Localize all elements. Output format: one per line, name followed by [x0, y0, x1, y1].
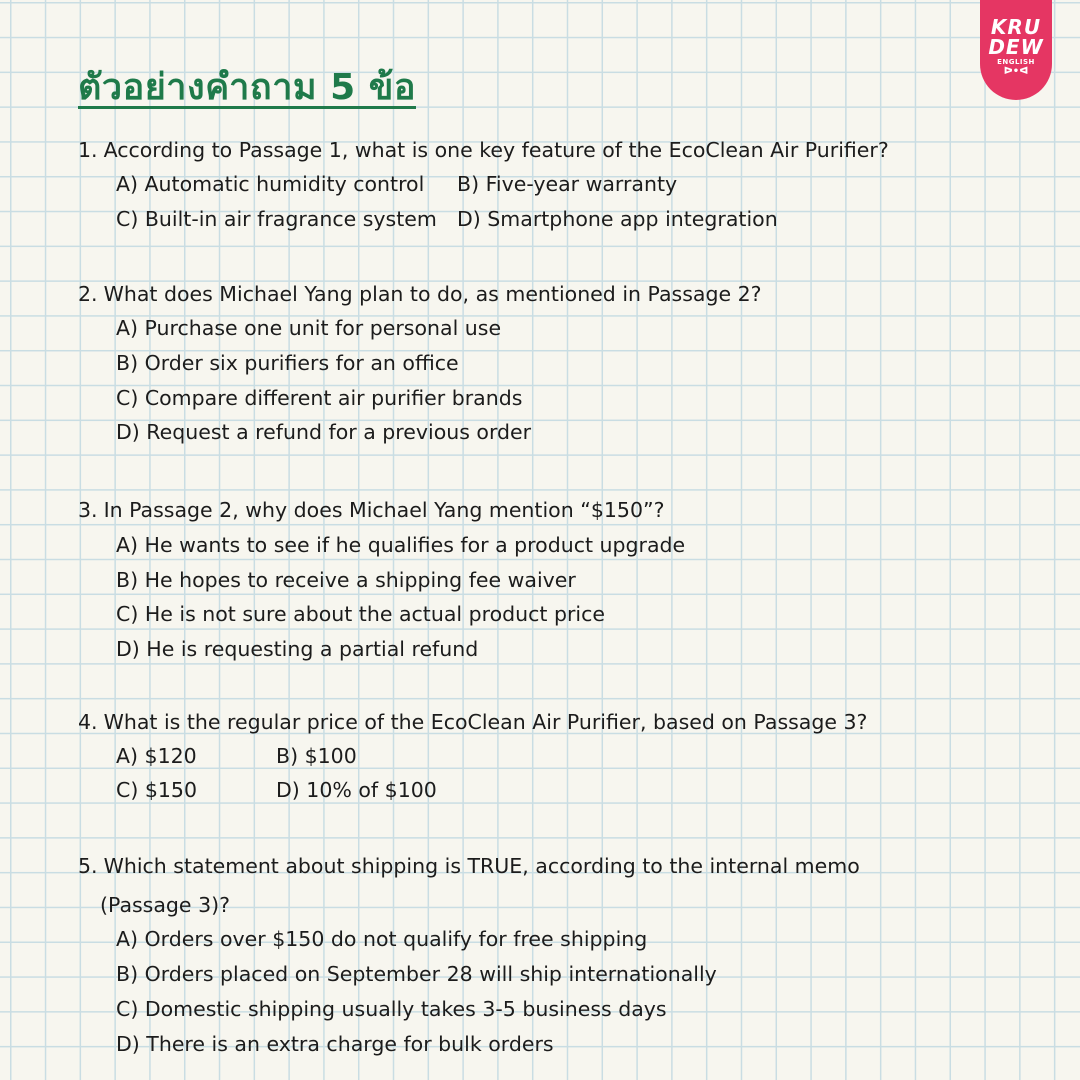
option-c: C) Compare different air purifier brands	[116, 386, 523, 410]
option-a: A) Automatic humidity control	[116, 172, 425, 196]
question-prompt: What does Michael Yang plan to do, as mentioned in Passage 2?	[103, 282, 762, 306]
question-text	[78, 133, 889, 168]
option-d: D) Request a refund for a previous order	[116, 420, 532, 444]
question-number: 5.	[78, 854, 98, 878]
option-c: C) He is not sure about the actual product price	[116, 602, 605, 626]
bow-tie-icon: ᐅ•ᐊ	[1003, 66, 1029, 77]
question-text	[78, 705, 867, 740]
option-a: A) Orders over $150 do not qualify for free shipping	[116, 927, 648, 951]
question-text	[78, 277, 762, 312]
option-c: C) Domestic shipping usually takes 3-5 business days	[116, 997, 667, 1021]
option-d: D) He is requesting a partial refund	[116, 637, 479, 661]
option-d: D) Smartphone app integration	[457, 207, 778, 231]
option-a: A) He wants to see if he qualifies for a product upgrade	[116, 533, 686, 557]
option-d: D) 10% of $100	[276, 778, 437, 802]
option-d: D) There is an extra charge for bulk orders	[116, 1032, 554, 1056]
question-number: 2.	[78, 282, 98, 306]
question-prompt: Which statement about shipping is TRUE, according to the internal memo	[103, 854, 860, 878]
option-c: C) Built-in air fragrance system	[116, 207, 437, 231]
option-b: B) Orders placed on September 28 will ship internationally	[116, 962, 717, 986]
option-b: B) He hopes to receive a shipping fee waiver	[116, 568, 576, 592]
question-number: 1.	[78, 138, 98, 162]
option-a: A) $120	[116, 744, 197, 768]
page-title: ตัวอย่างคำถาม 5 ข้อ	[78, 67, 416, 108]
question-text	[78, 849, 860, 884]
question-prompt: What is the regular price of the EcoClean Air Purifier, based on Passage 3?	[103, 710, 868, 734]
logo-line-english: ENGLISH	[997, 58, 1035, 66]
option-a: A) Purchase one unit for personal use	[116, 316, 502, 340]
kru-dew-logo	[980, 0, 1052, 100]
question-prompt-continued: (Passage 3)?	[100, 893, 230, 917]
option-b: B) $100	[276, 744, 357, 768]
logo-line-dew: DEW	[988, 35, 1044, 59]
question-prompt: According to Passage 1, what is one key feature of the EcoClean Air Purifier?	[103, 138, 889, 162]
logo-line-kru: KRU	[990, 15, 1042, 39]
option-c: C) $150	[116, 778, 197, 802]
question-number: 3.	[78, 498, 98, 522]
question-text	[78, 493, 665, 528]
question-prompt: In Passage 2, why does Michael Yang mention “$150”?	[103, 498, 665, 522]
question-number: 4.	[78, 710, 98, 734]
option-b: B) Order six purifiers for an office	[116, 351, 459, 375]
option-b: B) Five-year warranty	[457, 172, 678, 196]
